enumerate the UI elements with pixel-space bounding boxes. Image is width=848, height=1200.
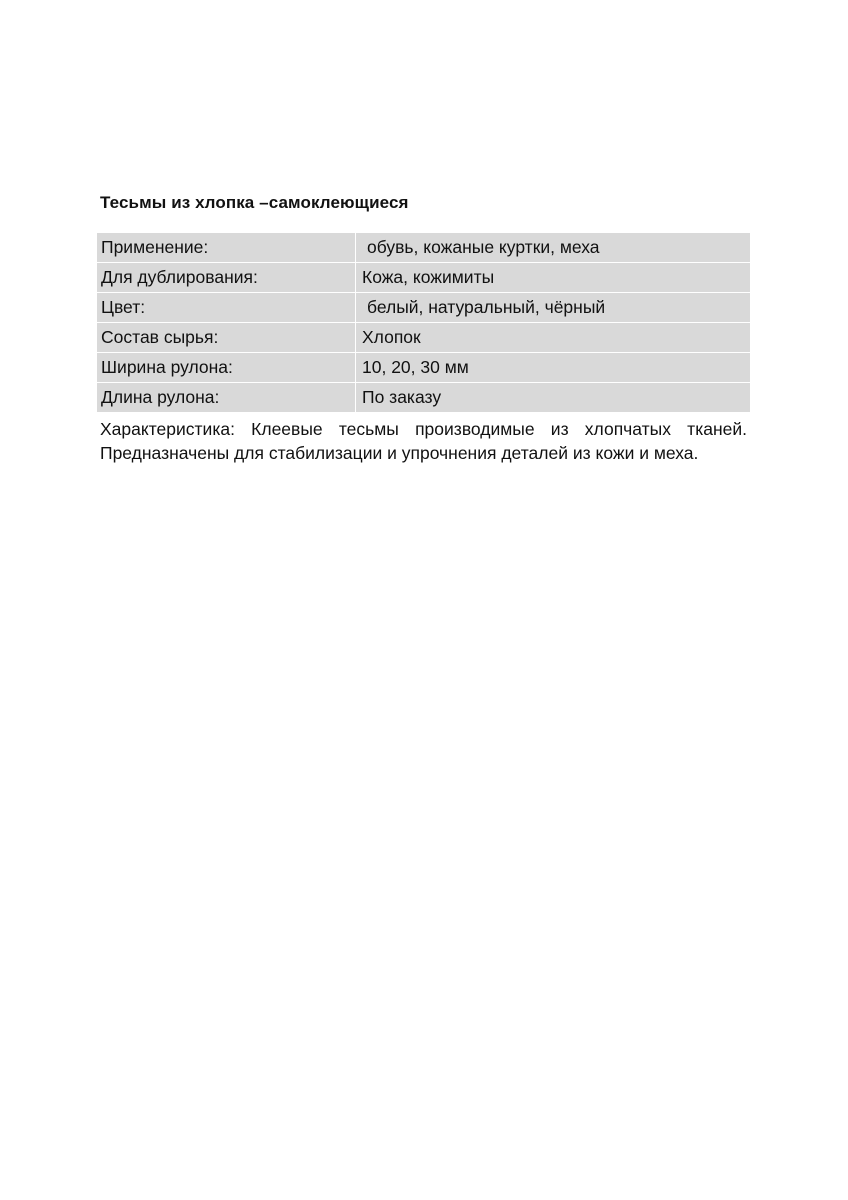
spec-value: 10, 20, 30 мм bbox=[356, 353, 751, 383]
spec-label: Применение: bbox=[97, 233, 356, 263]
spec-value: По заказу bbox=[356, 383, 751, 413]
spec-label: Цвет: bbox=[97, 293, 356, 323]
spec-label: Для дублирования: bbox=[97, 263, 356, 293]
spec-value: Хлопок bbox=[356, 323, 751, 353]
description-paragraph: Характеристика: Клеевые тесьмы производимые из хлопчатых тканей. Предназначены для стабилизации и упрочнения деталей из кожи и меха. bbox=[100, 419, 747, 463]
spec-value: обувь, кожаные куртки, меха bbox=[356, 233, 751, 263]
table-row bbox=[97, 353, 751, 383]
table-row bbox=[97, 323, 751, 353]
spec-label: Состав сырья: bbox=[97, 323, 356, 353]
table-row bbox=[97, 233, 751, 263]
table-row bbox=[97, 263, 751, 293]
spec-table bbox=[96, 232, 751, 413]
spec-value: белый, натуральный, чёрный bbox=[356, 293, 751, 323]
document-title: Тесьмы из хлопка –самоклеющиеся bbox=[100, 193, 409, 212]
spec-label: Ширина рулона: bbox=[97, 353, 356, 383]
spec-label: Длина рулона: bbox=[97, 383, 356, 413]
table-row bbox=[97, 293, 751, 323]
table-row bbox=[97, 383, 751, 413]
spec-value: Кожа, кожимиты bbox=[356, 263, 751, 293]
